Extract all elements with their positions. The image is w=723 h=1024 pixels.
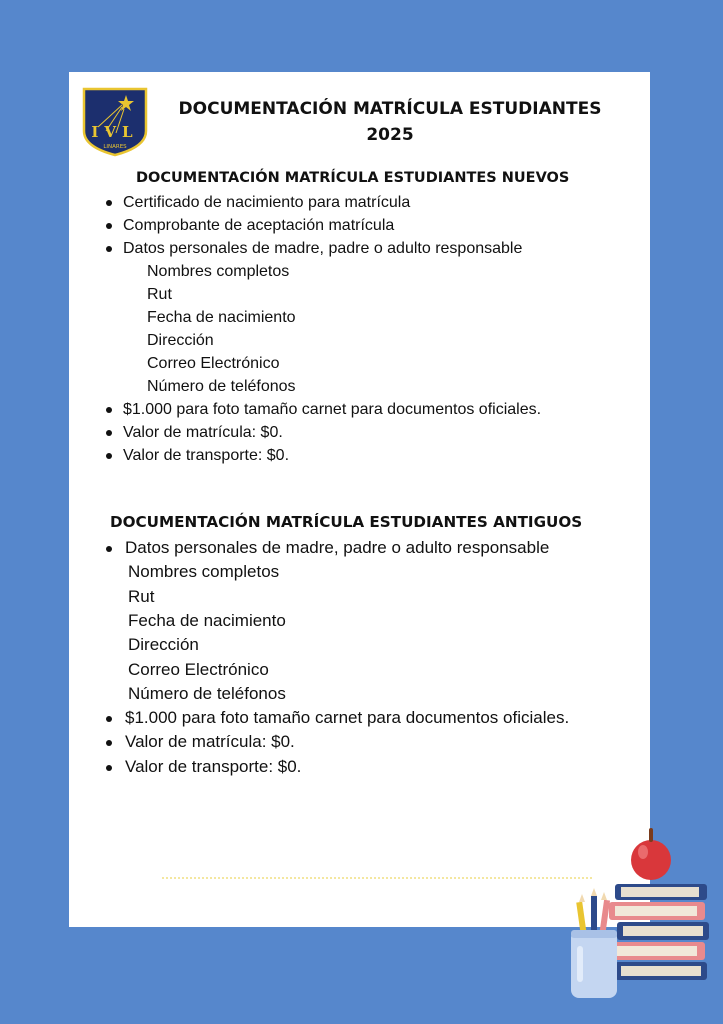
page-title xyxy=(150,96,630,148)
bullet-icon xyxy=(106,407,112,413)
list-subitem: Nombres completos xyxy=(128,562,280,582)
pencil-jar-icon xyxy=(571,930,617,998)
list-subitem: Rut xyxy=(147,286,172,303)
bullet-icon xyxy=(106,546,112,552)
list-subitem: Correo Electrónico xyxy=(128,659,269,679)
list-subitem: Dirección xyxy=(147,332,214,349)
list-item: Certificado de nacimiento para matrícula xyxy=(123,194,411,211)
logo-letters: IVL xyxy=(91,123,139,141)
list-subitem: Número de teléfonos xyxy=(147,378,296,395)
list-item: Comprobante de aceptación matrícula xyxy=(123,217,395,234)
section-new-title: DOCUMENTACIÓN MATRÍCULA ESTUDIANTES NUEVOS xyxy=(136,170,570,186)
list-item: $1.000 para foto tamaño carnet para documentos oficiales. xyxy=(123,401,542,418)
bullet-icon xyxy=(106,765,112,771)
bullet-icon xyxy=(106,246,112,252)
list-subitem: Fecha de nacimiento xyxy=(128,610,286,630)
bullet-icon xyxy=(106,223,112,229)
logo-subtext: LINARES xyxy=(103,144,127,150)
list-item: Valor de transporte: $0. xyxy=(123,447,290,464)
list-subitem: Número de teléfonos xyxy=(128,683,286,703)
list-subitem: Dirección xyxy=(128,635,199,655)
list-item: Datos personales de madre, padre o adulto responsable xyxy=(125,538,550,557)
section-old-title: DOCUMENTACIÓN MATRÍCULA ESTUDIANTES ANTIGUOS xyxy=(110,513,583,531)
page-title-line-1: DOCUMENTACIÓN MATRÍCULA ESTUDIANTES xyxy=(178,99,602,119)
list-subitem: Nombres completos xyxy=(147,263,290,280)
school-supplies-icon xyxy=(565,822,715,1002)
list-subitem: Correo Electrónico xyxy=(147,355,280,372)
list-subitem: Rut xyxy=(128,586,155,606)
list-item: Valor de transporte: $0. xyxy=(125,756,302,776)
bullet-icon xyxy=(106,200,112,206)
list-item: Valor de matrícula: $0. xyxy=(123,424,283,441)
bullet-icon xyxy=(106,453,112,459)
list-item: Valor de matrícula: $0. xyxy=(125,732,295,752)
page-title-line-2: 2025 xyxy=(366,125,414,145)
list-item: Datos personales de madre, padre o adulto responsable xyxy=(123,240,523,257)
apple-icon xyxy=(631,828,671,880)
school-shield-logo xyxy=(82,87,148,157)
list-item: $1.000 para foto tamaño carnet para documentos oficiales. xyxy=(125,708,570,728)
books-stack-icon xyxy=(609,884,709,980)
dotted-divider xyxy=(162,877,592,879)
bullet-icon xyxy=(106,430,112,436)
list-subitem: Fecha de nacimiento xyxy=(147,309,296,326)
